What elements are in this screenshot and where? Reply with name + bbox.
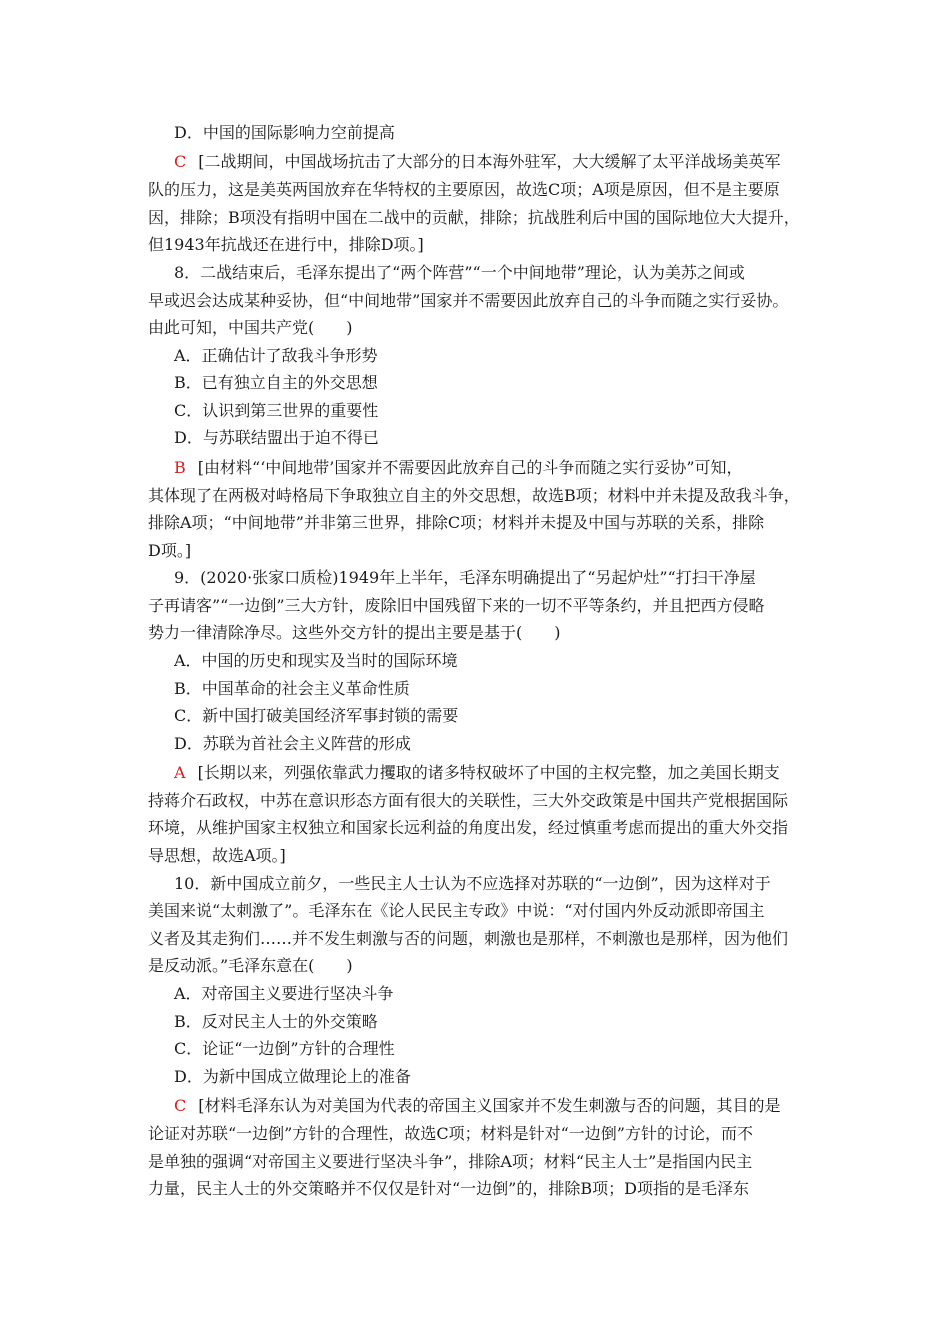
q7-explain-line: 因，排除；B项没有指明中国在二战中的贡献，排除；抗战胜利后中国的国际地位大大提升， — [148, 208, 800, 227]
q10-option-d: D．为新中国成立做理论上的准备 — [174, 1067, 411, 1086]
q9-answer: A — [174, 763, 186, 782]
q10-option-c: C．论证“一边倒”方针的合理性 — [174, 1039, 395, 1058]
q8-stem-line: 8．二战结束后，毛泽东提出了“两个阵营”“一个中间地带”理论，认为美苏之间或 — [174, 263, 745, 282]
q8-explain-line: D项。] — [148, 541, 192, 560]
q10-stem-line: 是反动派。”毛泽东意在( ) — [148, 956, 353, 975]
q9-explain-line: 导思想，故选A项。] — [148, 846, 286, 865]
q8-explain-line: 其体现了在两极对峙格局下争取独立自主的外交思想，故选B项；材料中并未提及敌我斗争， — [148, 486, 800, 505]
q8-answer: B — [174, 458, 186, 477]
q8-stem-line: 早或迟会达成某种妥协，但“中间地带”国家并不需要因此放弃自己的斗争而随之实行妥协。 — [148, 291, 789, 310]
q10-option-b: B．反对民主人士的外交策略 — [174, 1012, 378, 1031]
q9-option-d: D．苏联为首社会主义阵营的形成 — [174, 734, 411, 753]
q9-option-c: C．新中国打破美国经济军事封锁的需要 — [174, 706, 459, 725]
q9-option-b: B．中国革命的社会主义革命性质 — [174, 679, 410, 698]
q9-answer-line — [174, 763, 780, 783]
q7-option-d: D．中国的国际影响力空前提高 — [174, 123, 395, 142]
q10-stem-line: 美国来说“太刺激了”。毛泽东在《论人民民主专政》中说：“对付国内外反动派即帝国主 — [148, 901, 765, 920]
q7-explain-line: 但1943年抗战还在进行中，排除D项。] — [148, 235, 424, 254]
q8-option-d: D．与苏联结盟出于迫不得已 — [174, 428, 379, 447]
q10-explain-line: 是单独的强调“对帝国主义要进行坚决斗争”，排除A项；材料“民主人士”是指国内民主 — [148, 1152, 753, 1171]
q7-explain-line: 队的压力，这是美英两国放弃在华特权的主要原因，故选C项；A项是原因，但不是主要原 — [148, 180, 780, 199]
q8-explain-line: [由材料“‘中间地带’国家并不需要因此放弃自己的斗争而随之实行妥协”可知， — [197, 458, 743, 477]
q10-explain-line: 力量，民主人士的外交策略并不仅仅是针对“一边倒”的，排除B项；D项指的是毛泽东 — [148, 1179, 749, 1198]
q10-answer: C — [174, 1096, 187, 1115]
q7-explain-line: [二战期间，中国战场抗击了大部分的日本海外驻军，大大缓解了太平洋战场美英军 — [198, 152, 781, 171]
q8-answer-line — [174, 458, 743, 478]
q8-option-c: C．认识到第三世界的重要性 — [174, 401, 379, 420]
q8-stem-line: 由此可知，中国共产党( ) — [148, 318, 353, 337]
q9-stem-line: 9．(2020·张家口质检)1949年上半年，毛泽东明确提出了“另起炉灶”“打扫干净屋 — [174, 568, 756, 587]
q9-option-a: A．中国的历史和现实及当时的国际环境 — [174, 651, 458, 670]
q10-answer-line — [174, 1096, 781, 1116]
q10-explain-line: [材料毛泽东认为对美国为代表的帝国主义国家并不发生刺激与否的问题，其目的是 — [198, 1096, 781, 1115]
q10-stem-line: 10．新中国成立前夕，一些民主人士认为不应选择对苏联的“一边倒”，因为这样对于 — [174, 874, 771, 893]
q10-stem-line: 义者及其走狗们……并不发生刺激与否的问题，刺激也是那样，不刺激也是那样，因为他们 — [148, 929, 789, 948]
q9-explain-line: 环境，从维护国家主权独立和国家长远利益的角度出发，经过慎重考虑而提出的重大外交指 — [148, 818, 789, 837]
q8-option-a: A．正确估计了敌我斗争形势 — [174, 346, 378, 365]
q9-explain-line: [长期以来，列强依靠武力攫取的诸多特权破坏了中国的主权完整，加之美国长期支 — [197, 763, 780, 782]
q10-explain-line: 论证对苏联“一边倒”方针的合理性，故选C项；材料是针对“一边倒”方针的讨论，而不 — [148, 1124, 753, 1143]
q7-answer: C — [174, 152, 187, 171]
q8-option-b: B．已有独立自主的外交思想 — [174, 373, 378, 392]
q8-explain-line: 排除A项；“中间地带”并非第三世界，排除C项；材料并未提及中国与苏联的关系，排除 — [148, 513, 765, 532]
q7-answer-line — [174, 152, 781, 172]
q10-option-a: A．对帝国主义要进行坚决斗争 — [174, 984, 394, 1003]
q9-explain-line: 持蒋介石政权，中苏在意识形态方面有很大的关联性，三大外交政策是中国共产党根据国际 — [148, 791, 789, 810]
q9-stem-line: 势力一律清除净尽。这些外交方针的提出主要是基于( ) — [148, 623, 561, 642]
q9-stem-line: 子再请客”“一边倒”三大方针，废除旧中国残留下来的一切不平等条约，并且把西方侵略 — [148, 596, 765, 615]
